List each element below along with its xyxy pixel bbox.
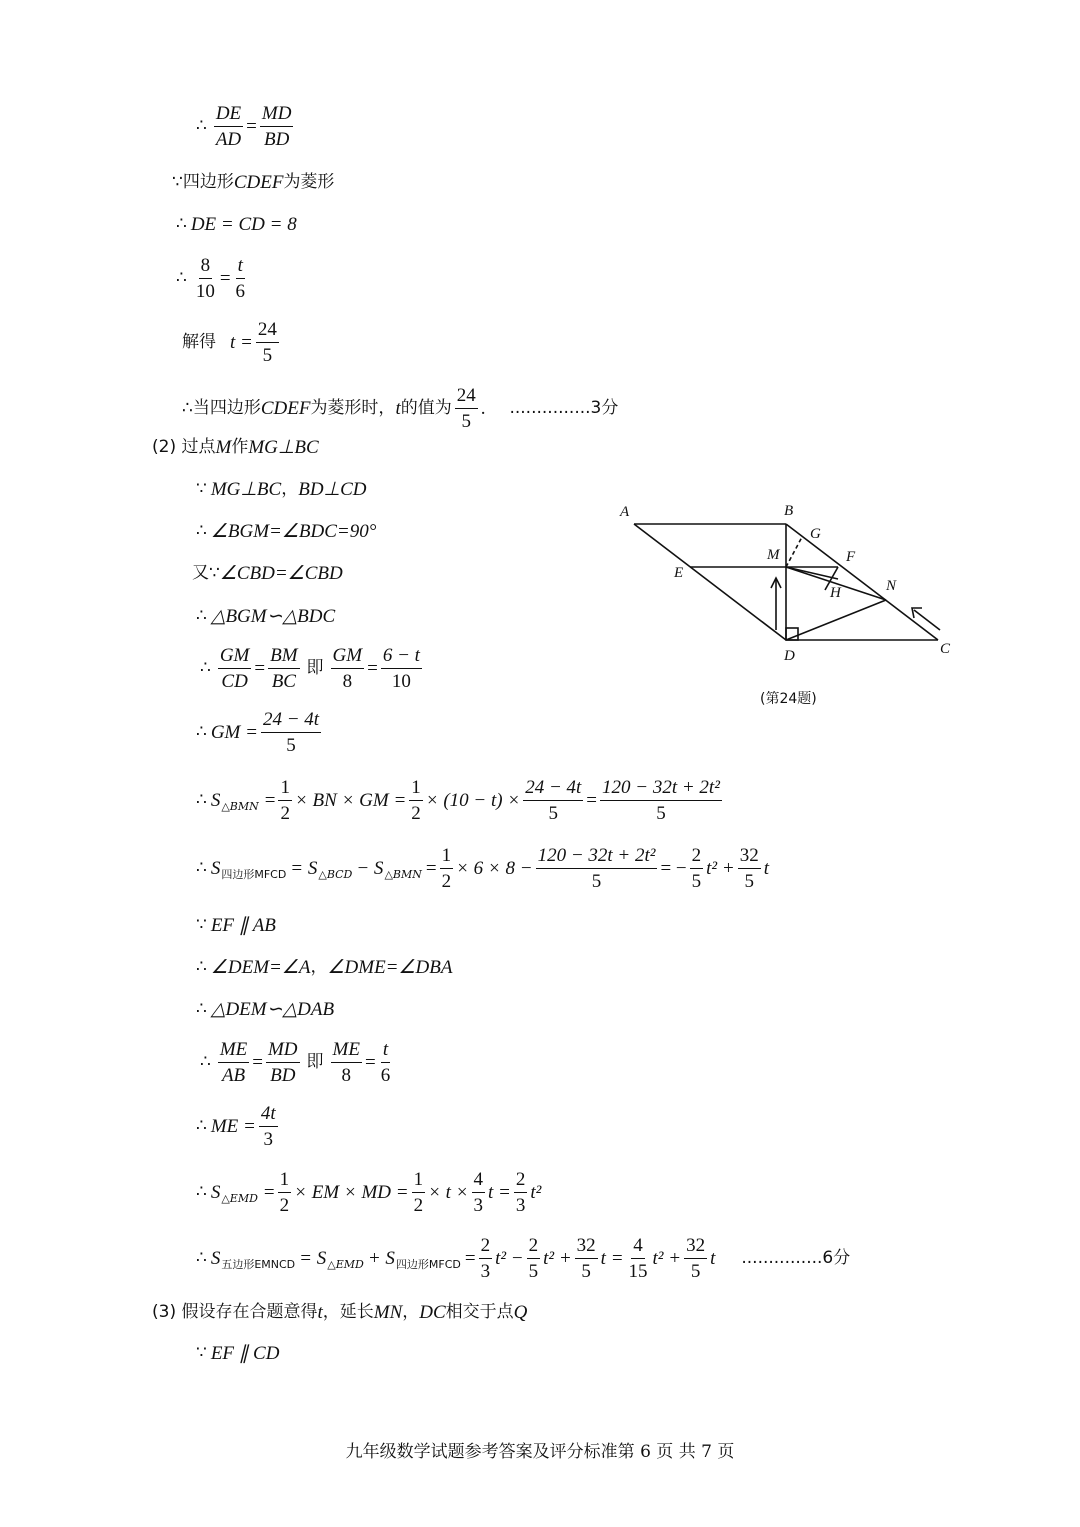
label-a: A [620,504,630,520]
fraction: $\frac{DE}{AD}$ [215,103,242,150]
line-21: ∴ S △EMD = $\frac{1}{2}$ × EM × MD = $\frac{1}{2}$ × t × $\frac{4}{3}$ t = $\frac{2}{3}$ t² [196,1169,542,1216]
label-f: F [846,549,856,565]
line-13: ∴ GM = $\frac{24 - 4t}{5}$ [196,709,320,756]
line-6: ∴当四边形 CDEF 为菱形时， t 的值为 $\frac{24}{5}$ . ...............3分 [182,385,619,432]
label-e: E [674,565,684,581]
score-6: ...............6分 [741,1248,851,1268]
label-h: H [830,585,841,601]
segment-bc [786,524,938,640]
score-3: ...............3分 [509,398,619,418]
line-16: ∵ EF ∥ AB [196,915,276,936]
line-4: ∴ $\frac{8}{10}$ = $\frac{t}{6}$ [176,255,246,302]
segment-mg [786,537,802,567]
segment-mh [786,567,838,579]
label-b: B [784,503,794,519]
arrow-diag-line [914,610,940,630]
label-m: M [767,547,780,563]
fraction: $\frac{MD}{BD}$ [261,103,292,150]
line-12: ∴ $\frac{GM}{CD}$ = $\frac{BM}{BC}$ 即 $\frac{GM}{8}$ = $\frac{6 - t}{10}$ [200,645,420,692]
label-n: N [886,578,897,594]
page-footer: 九年级数学试题参考答案及评分标准第 6 页 共 7 页 [345,1442,735,1462]
line-7-part2: (2) 过点 M 作 MG⊥BC [152,437,319,458]
line-24: ∵ EF ∥ CD [196,1343,280,1364]
line-9: ∴ ∠BGM=∠BDC=90° [196,521,377,542]
line-23-part3: (3) 假设存在合题意得 t ，延长 MN ， DC 相交于点 Q [152,1302,528,1323]
geometry-diagram [600,490,970,670]
label-g: G [810,526,821,542]
label-d: D [784,648,795,664]
line-20: ∴ ME = $\frac{4t}{3}$ [196,1103,276,1150]
line-18: ∴ △DEM∽△DAB [196,999,335,1020]
line-11: ∴ △BGM∽△BDC [196,606,336,627]
line-17: ∴ ∠DEM=∠A ， ∠DME=∠DBA [196,957,453,978]
line-15: ∴ S 四边形MFCD = S △BCD − S △BMN = $\frac{1}{2}$ × 6 × 8 − $\frac{\text{120 − 32t + 2t²}}{5}$ = − $\frac{2}{5}$ t² + $\frac{32}{5}$ t [196,845,769,892]
line-3: ∴ DE = CD = 8 [176,214,297,235]
label-c: C [940,641,951,657]
line-1: ∴ $\frac{DE}{AD}$ = $\frac{MD}{BD}$ [196,103,292,150]
line-10: 又∵ ∠CBD=∠CBD [192,563,343,584]
segment-ad [634,524,786,640]
segment-dn [786,600,886,640]
line-8: ∵ MG⊥BC ， BD⊥CD [196,479,367,500]
line-22: ∴ S 五边形EMNCD = S △EMD + S 四边形MFCD = $\frac{2}{3}$ t² − $\frac{2}{5}$ t² + $\frac{32}{5}$ t = $\frac{4}{15}$ t² + $\frac{32}{5}$ t ...............6分 [196,1235,851,1282]
line-19: ∴ $\frac{ME}{AB}$ = $\frac{MD}{BD}$ 即 $\frac{ME}{8}$ = $\frac{t}{6}$ [200,1039,391,1086]
line-2: ∵四边形 CDEF 为菱形 [172,172,335,193]
line-14: ∴ S △BMN = $\frac{1}{2}$ × BN × GM = $\frac{1}{2}$ × (10 − t) × $\frac{24 - 4t}{5}$ = $\frac{\text{120 − 32t + 2t²}}{5}$ [196,777,720,824]
figure-caption: (第24题) [760,691,817,707]
line-5: 解得 t = $\frac{24}{5}$ [182,319,277,366]
